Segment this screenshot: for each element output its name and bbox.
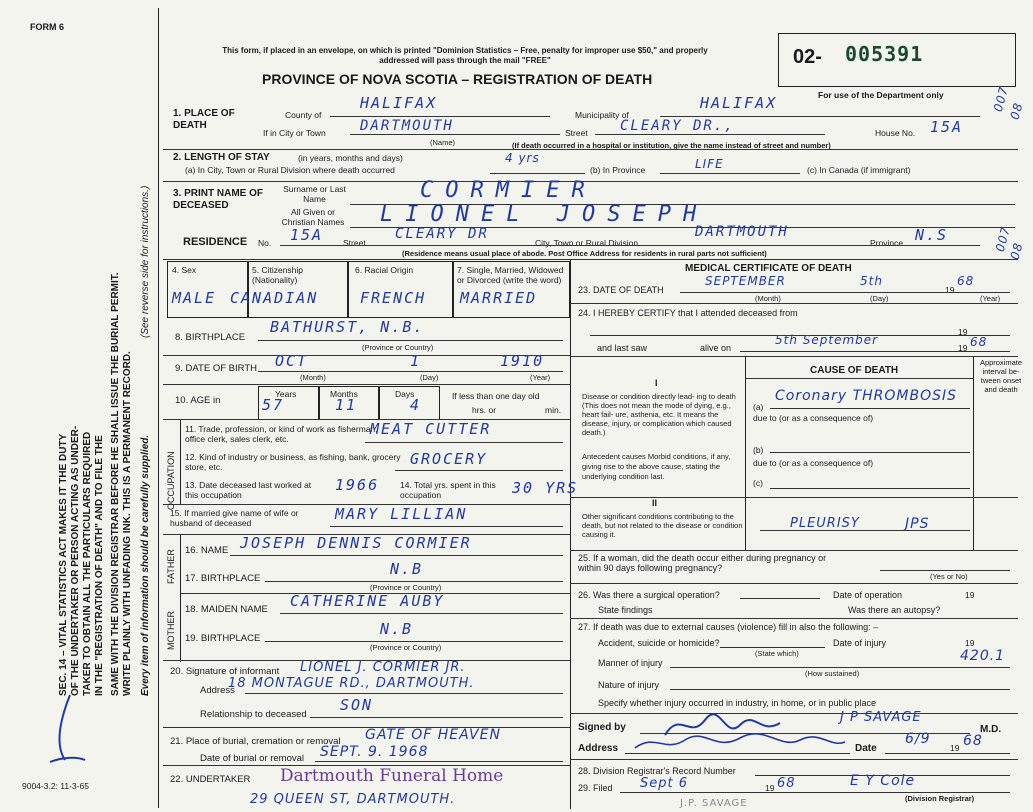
house-no-value: 15A <box>930 118 964 136</box>
relationship-label: Relationship to deceased <box>200 709 307 720</box>
municipality-label: Municipality of <box>575 110 629 120</box>
street-value: CLEARY DR., <box>620 118 735 134</box>
house-no-label: House No. <box>875 128 916 138</box>
divider <box>570 550 1018 551</box>
mother-birthplace-sub: (Province or Country) <box>370 643 442 652</box>
sex-value: MALE <box>172 289 217 307</box>
cause-a-label: (a) <box>753 402 764 412</box>
side-text-3: TAKER TO OBTAIN ALL THE PARTICULARS REQUIRED <box>82 431 93 696</box>
filed-line <box>620 792 1010 793</box>
length-sub-label: (in years, months and days) <box>298 153 403 163</box>
signature-address-line <box>625 753 850 754</box>
margin-code-4: 08 <box>1007 240 1026 262</box>
death-date-line <box>680 292 1010 293</box>
undertaker-label: 22. UNDERTAKER <box>170 774 251 785</box>
division-registrar-sub: (Division Registrar) <box>905 794 975 803</box>
accident-line <box>720 647 825 648</box>
county-value: HALIFAX <box>360 94 438 112</box>
stay-city-value: 4 yrs <box>505 151 540 165</box>
dob-line <box>258 371 563 372</box>
registration-prefix: 02- <box>793 46 822 68</box>
spouse-line <box>330 526 563 527</box>
death-year-sub: (Year) <box>980 294 1001 303</box>
divider <box>570 497 1018 498</box>
age-years-label: Years <box>275 389 297 399</box>
due-to-2: due to (or as a consequence of) <box>753 458 874 468</box>
divider <box>163 419 570 420</box>
county-line <box>330 116 550 117</box>
surname-label: Surname or Last Name <box>283 184 346 204</box>
cause-c-label: (c) <box>753 478 763 488</box>
form-title: PROVINCE OF NOVA SCOTIA – REGISTRATION OF DEATH <box>262 71 653 87</box>
residence-province-value: N.S <box>915 226 949 244</box>
divider <box>570 583 1018 584</box>
initials-value: JPS <box>905 516 930 532</box>
given-value: LIONEL JOSEPH <box>380 202 709 227</box>
print-name-label: 3. PRINT NAME OF DECEASED <box>173 188 264 211</box>
occupation-side-label: OCCUPATION <box>166 451 176 510</box>
side-text-1: SEC. 14 – VITAL STATISTICS ACT MAKES IT THE DUTY <box>58 433 69 696</box>
mother-maiden-line <box>280 613 563 614</box>
municipality-value: HALIFAX <box>700 94 778 112</box>
stay-province-line <box>660 173 800 174</box>
registrar-signature: E Y Cole <box>850 773 916 789</box>
sex-label: 4. Sex <box>172 265 197 275</box>
dob-year-sub: (Year) <box>530 373 551 382</box>
signature-date-line <box>885 753 1010 754</box>
length-a-label: (a) In City, Town or Rural Division where death occurred <box>185 165 395 175</box>
residence-city-label: City, Town or Rural Division <box>535 238 639 248</box>
other-significant-value: PLEURISY <box>790 516 860 531</box>
stay-province-value: LIFE <box>695 157 724 171</box>
street-line <box>595 134 825 135</box>
dob-day-value: 1 <box>410 352 422 370</box>
handwritten-mark <box>20 690 90 770</box>
racial-value: FRENCH <box>360 289 427 307</box>
cause-c-line <box>770 488 970 489</box>
hospital-note: (If death occurred in a hospital or institution, give the name instead of street and number) <box>512 141 831 150</box>
signature-date-value: 6/9 <box>905 731 931 747</box>
antecedent-title <box>582 452 742 482</box>
burial-date-line <box>315 761 563 762</box>
cause-title: CAUSE OF DEATH <box>810 365 899 376</box>
side-text-6: WRITE PLAINLY WITH UNFADING INK. THIS IS A PERMANENT RECORD. <box>122 351 133 696</box>
divider <box>570 618 1018 619</box>
other-line-1 <box>760 530 970 531</box>
manner-line <box>670 667 1010 668</box>
given-label: All Given or Christian Names <box>281 207 345 227</box>
undertaker-address-value: 29 QUEEN ST, DARTMOUTH. <box>250 792 456 807</box>
signed-by-label: Signed by <box>578 722 626 733</box>
informant-address-line <box>245 693 563 694</box>
age-years-value: 57 <box>262 396 285 414</box>
street-label: Street <box>565 128 588 138</box>
yes-no-sub: (Yes or No) <box>930 572 968 581</box>
last-saw-label: and last saw <box>597 343 648 353</box>
county-label: County of <box>285 110 322 120</box>
side-text-4: IN THE "REGISTRATION OF DEATH" AND TO FILE THE <box>94 435 105 696</box>
footer-code: 9004-3.2: 11-3-65 <box>22 781 89 791</box>
residence-no-value: 15A <box>290 226 324 244</box>
side-text-7: Every item of information should be carefully supplied. <box>140 434 151 696</box>
birthplace-line <box>258 340 563 341</box>
death-year-19: 19 <box>945 285 955 295</box>
age-months-label: Months <box>330 389 358 399</box>
surgical-label: 26. Was there a surgical operation? <box>578 590 720 600</box>
certify-label: 24. I HEREBY CERTIFY that I attended deceased from <box>578 308 798 318</box>
age-days-label: Days <box>395 389 415 399</box>
date-injury-label: Date of injury <box>833 638 887 648</box>
birthplace-sub: (Province or Country) <box>362 343 434 352</box>
signed-by-value: J P SAVAGE <box>840 710 922 725</box>
age-label: 10. AGE in <box>175 395 221 406</box>
interval-column-divider <box>973 356 974 550</box>
stay-city-line <box>490 173 585 174</box>
mother-maiden-value: CATHERINE AUBY <box>290 592 445 610</box>
burial-place-value: GATE OF HEAVEN <box>365 727 501 743</box>
external-label: 27. If death was due to external causes (violence) fill in also the following: – <box>578 622 879 632</box>
dob-label: 9. DATE OF BIRTH <box>175 363 257 374</box>
alive-on-value: 5th September <box>775 333 879 347</box>
alive-19: 19 <box>958 343 968 353</box>
death-month-value: SEPTEMBER <box>705 274 786 288</box>
form-number: FORM 6 <box>30 22 65 32</box>
bottom-stamp: J.P. SAVAGE <box>680 798 748 809</box>
due-to-1: due to (or as a consequence of) <box>753 413 874 423</box>
death-day-value: 5th <box>860 274 883 288</box>
disease-text: Disease or condition directly lead- ing to death (This does not mean the mode of dying, e.g., heart fail- ure, asthenia, etc. It means the disease, injury, or complication which caused death.) <box>582 392 736 437</box>
manner-label: Manner of injury <box>598 658 663 668</box>
accident-label: Accident, suicide or homicide? <box>598 638 720 648</box>
birthplace-value: BATHURST, N.B. <box>270 318 425 336</box>
filed-year-value: 68 <box>777 776 796 791</box>
trade-line <box>365 442 563 443</box>
filed-label: 29. Filed <box>578 783 613 793</box>
mail-notice: This form, if placed in an envelope, on which is printed "Dominion Statistics – Free, penalty for improper use $50," and properly addressed will pass through the mail "FREE" <box>222 46 708 65</box>
residence-province-label: Province <box>870 238 904 248</box>
city-value: DARTMOUTH <box>360 118 454 134</box>
burial-date-label: Date of burial or removal <box>200 753 305 764</box>
industry-line <box>395 470 563 471</box>
medical-cert-title: MEDICAL CERTIFICATE OF DEATH <box>685 263 852 274</box>
divider <box>163 384 570 385</box>
spouse-label: 15. If married give name of wife or husband of deceased <box>170 508 299 528</box>
side-text-5: SAME WITH THE DIVISION REGISTRAR BEFORE HE SHALL ISSUE THE BURIAL PERMIT. <box>110 272 121 696</box>
section-I-label: I <box>655 378 658 388</box>
mother-maiden-label: 18. MAIDEN NAME <box>185 604 268 615</box>
divider <box>570 356 1018 357</box>
date-operation-label: Date of operation <box>833 590 903 600</box>
last-worked-value: 1966 <box>335 476 380 494</box>
residence-no-label: No. <box>258 238 272 248</box>
residence-city-value: DARTMOUTH <box>695 224 789 240</box>
residence-street-value: CLEARY DR <box>395 226 489 242</box>
father-birthplace-label: 17. BIRTHPLACE <box>185 573 261 584</box>
divider <box>570 759 1018 760</box>
spouse-value: MARY LILLIAN <box>335 505 468 523</box>
municipality-line <box>660 116 980 117</box>
dob-year-value: 1910 <box>500 352 545 370</box>
dob-month-value: OCT <box>275 352 309 370</box>
informant-address-value: 18 MONTAGUE RD., DARTMOUTH. <box>228 676 475 691</box>
nature-line <box>670 689 1010 690</box>
state-findings-label: State findings <box>598 605 653 615</box>
signature-date-label: Date <box>855 743 877 754</box>
margin-code-2: 08 <box>1007 100 1026 122</box>
relationship-value: SON <box>340 696 374 714</box>
length-b-label: (b) In Province <box>590 165 646 175</box>
death-year-value: 68 <box>957 274 975 288</box>
cause-b-label: (b) <box>753 445 764 455</box>
place-of-death-label: 1. PLACE OF DEATH <box>173 108 235 131</box>
alive-on-label: alive on <box>700 343 732 353</box>
age-days-value: 4 <box>410 396 422 414</box>
city-name-sub: (Name) <box>430 138 456 147</box>
residence-line <box>280 245 980 246</box>
antecedent-text: Antecedent causes Morbid conditions, if any, giving rise to the above cause, stating the underlying condition last. <box>582 452 731 481</box>
section-II-label: II <box>652 498 658 508</box>
dob-month-sub: (Month) <box>300 373 326 382</box>
side-text-8: (See reverse side for instructions.) <box>140 185 151 338</box>
woman-question: 25. If a woman, did the death occur either during pregnancy or within 90 days following pregnancy? <box>578 553 827 573</box>
approx-interval-label: Approximate interval be- tween onset and death <box>979 358 1023 394</box>
burial-date-value: SEPT. 9. 1968 <box>320 744 429 760</box>
city-line <box>350 134 560 135</box>
residence-note: (Residence means usual place of abode. Post Office Address for residents in rural parts not sufficient) <box>402 249 767 258</box>
industry-label: 12. Kind of industry or business, as fishing, bank, grocery store, etc. <box>185 452 401 472</box>
cause-a-line <box>770 408 970 409</box>
signature-address-label: Address <box>578 743 619 754</box>
signature-address-handwriting <box>630 728 850 756</box>
surname-value: CORMIER <box>420 178 597 203</box>
length-c-label: (c) In Canada (if immigrant) <box>807 165 911 175</box>
residence-label: RESIDENCE <box>183 236 248 248</box>
divider <box>163 259 1018 260</box>
yes-no-line <box>880 570 1010 571</box>
filed-19: 19 <box>765 783 775 793</box>
residence-street-label: Street <box>343 238 366 248</box>
date-of-death-label: 23. DATE OF DEATH <box>578 285 664 295</box>
last-saw-year-value: 68 <box>970 335 988 349</box>
informant-value: LIONEL J. CORMIER JR. <box>300 660 466 675</box>
md-label: M.D. <box>980 724 1002 735</box>
form-left-border <box>158 8 159 808</box>
specify-label: Specify whether injury occurred in industry, in home, or in public place <box>598 698 876 708</box>
registration-number: 005391 <box>845 42 924 66</box>
city-label: If in City or Town <box>263 128 326 138</box>
undertaker-stamp: Dartmouth Funeral Home <box>280 766 504 786</box>
death-month-sub: (Month) <box>755 294 781 303</box>
father-name-line <box>230 555 563 556</box>
alive-line <box>740 351 1010 352</box>
margin-code-3: 007 <box>992 224 1014 254</box>
signature-19: 19 <box>950 743 960 753</box>
total-yrs-label: 14. Total yrs. spent in this occupation <box>400 480 496 500</box>
nature-label: Nature of injury <box>598 680 660 690</box>
citizenship-value: CANADIAN <box>230 289 319 307</box>
trade-label: 11. Trade, profession, or kind of work as fisherman, office clerk, sales clerk, etc. <box>185 424 378 444</box>
racial-label: 6. Racial Origin <box>355 265 414 275</box>
father-name-value: JOSEPH DENNIS CORMIER <box>240 534 472 552</box>
mother-side-label: MOTHER <box>166 611 176 650</box>
marital-label: 7. Single, Married, Widowed or Divorced (write the word) <box>457 265 564 285</box>
state-which-sub: (State which) <box>755 649 799 658</box>
margin-code-1: 007 <box>990 84 1012 114</box>
father-birthplace-line <box>265 581 563 582</box>
informant-address-label: Address <box>200 685 235 696</box>
length-of-stay-label: 2. LENGTH OF STAY <box>173 152 270 163</box>
father-birthplace-sub: (Province or Country) <box>370 583 442 592</box>
other-significant-label: Other significant conditions contributing to the death, but not related to the disease or condition causing it. <box>582 512 743 539</box>
code-4201: 420.1 <box>960 648 1006 664</box>
total-yrs-value: 30 YRS <box>512 479 579 497</box>
signature-year-value: 68 <box>963 733 983 749</box>
mother-birthplace-line <box>265 641 563 642</box>
hrs-or-label: hrs. or <box>472 405 497 415</box>
registrar-record-label: 28. Division Registrar's Record Number <box>578 766 736 776</box>
cause-a-value: Coronary THROMBOSIS <box>775 388 958 404</box>
department-use: For use of the Department only <box>818 90 944 100</box>
occupation-divider <box>180 419 181 504</box>
filed-date-value: Sept 6 <box>640 776 689 791</box>
certify-19: 19 <box>958 327 968 337</box>
relationship-line <box>310 717 563 718</box>
marital-value: MARRIED <box>460 289 538 307</box>
autopsy-label: Was there an autopsy? <box>848 605 941 615</box>
surgical-line <box>740 598 820 599</box>
father-birthplace-value: N.B <box>390 560 424 578</box>
father-side-label: FATHER <box>166 549 176 584</box>
father-name-label: 16. NAME <box>185 545 229 556</box>
informant-label: 20. Signature of informant <box>170 666 280 677</box>
injury-19: 19 <box>965 638 975 648</box>
cause-b-line <box>770 452 970 453</box>
less-than-day-label: If less than one day old <box>452 391 540 401</box>
divider <box>745 378 973 379</box>
divider <box>570 303 1018 304</box>
side-text-2: OF THE UNDERTAKER OR PERSON ACTING AS UNDER- <box>70 425 81 696</box>
divider <box>570 713 1018 714</box>
divider <box>163 149 1018 150</box>
how-sustained-sub: (How sustained) <box>805 669 860 678</box>
birthplace-label: 8. BIRTHPLACE <box>175 332 246 343</box>
citizenship-label: 5. Citizenship (Nationality) <box>252 265 304 285</box>
trade-value: MEAT CUTTER <box>370 420 492 438</box>
last-worked-label: 13. Date deceased last worked at this occupation <box>185 480 312 500</box>
death-day-sub: (Day) <box>870 294 889 303</box>
operation-19: 19 <box>965 590 975 600</box>
dob-day-sub: (Day) <box>420 373 439 382</box>
mother-birthplace-label: 19. BIRTHPLACE <box>185 633 261 644</box>
parents-divider <box>180 534 181 662</box>
age-months-value: 11 <box>335 396 358 414</box>
industry-value: GROCERY <box>410 450 488 468</box>
mother-birthplace-value: N.B <box>380 620 414 638</box>
column-divider <box>570 259 571 809</box>
min-label: min. <box>545 405 562 415</box>
burial-place-label: 21. Place of burial, cremation or removal <box>170 736 341 747</box>
